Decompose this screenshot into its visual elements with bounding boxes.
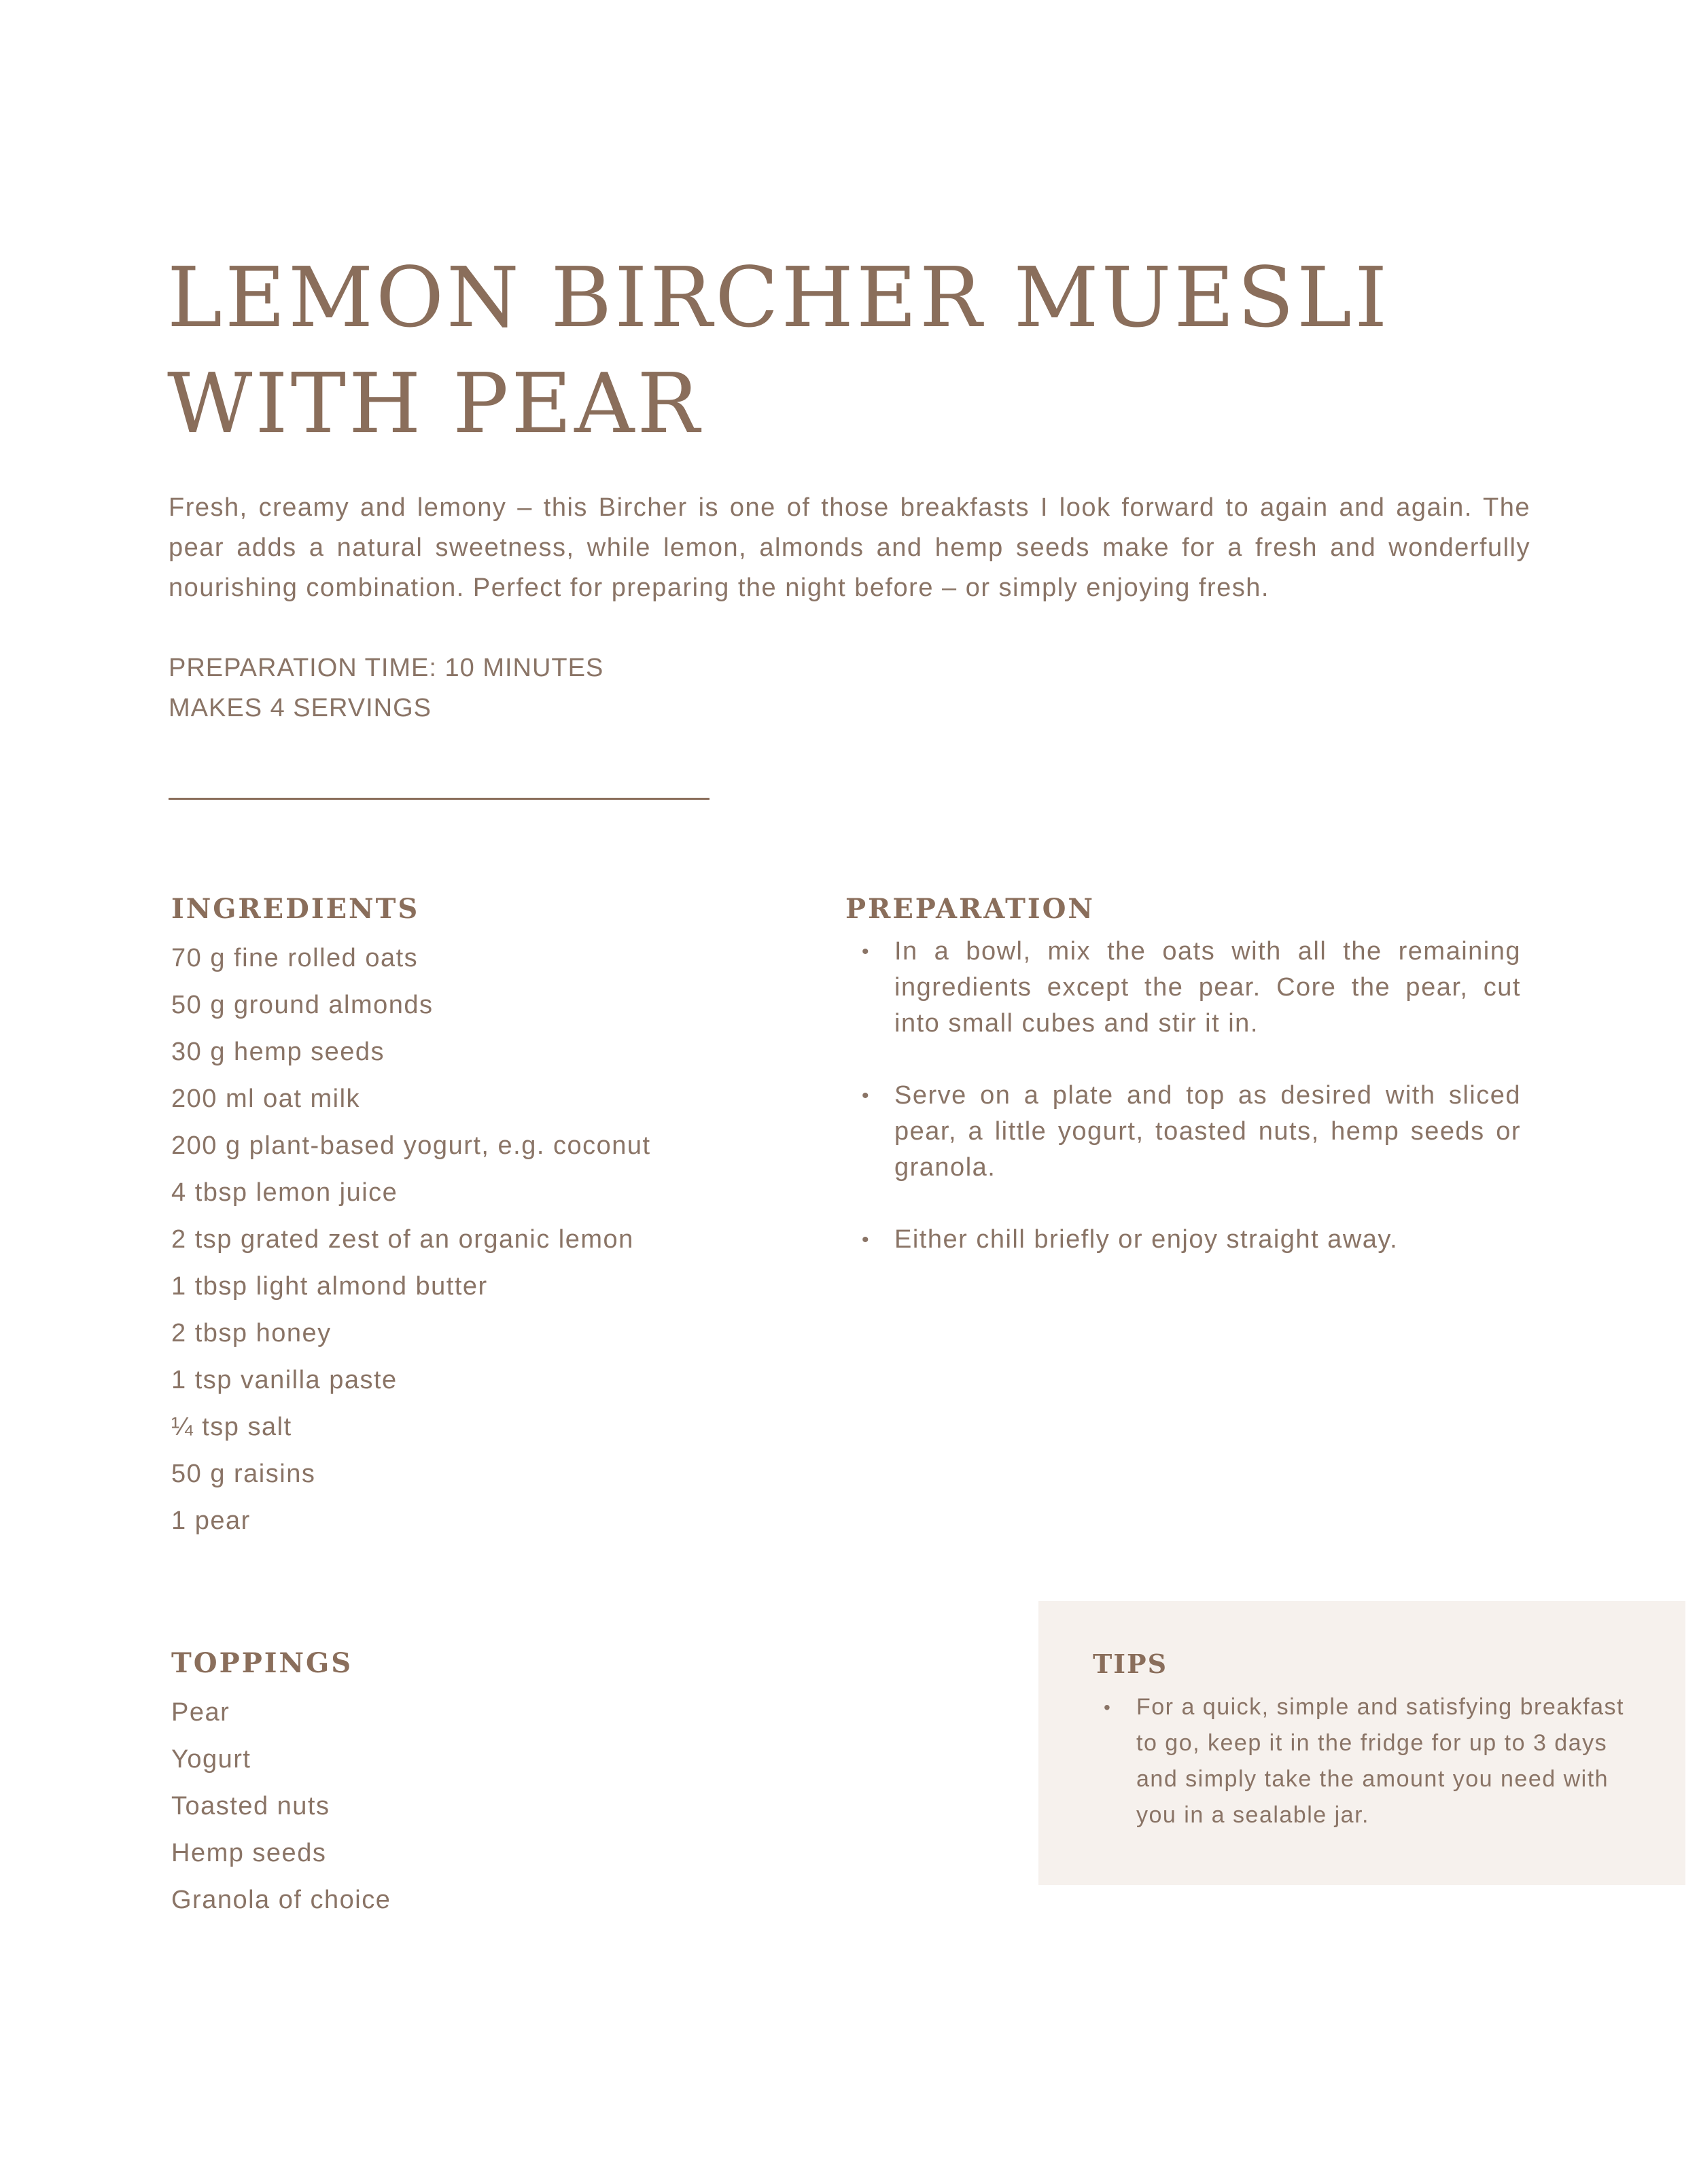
- tips-list: [1104, 1689, 1641, 1833]
- ingredients-list: [171, 935, 651, 1545]
- bullet-icon: •: [862, 1229, 871, 1251]
- preparation-heading: PREPARATION: [845, 893, 1095, 925]
- ingredient-item: 1 pear: [171, 1507, 251, 1535]
- ingredient-item: 2 tsp grated zest of an organic lemon: [171, 1225, 634, 1254]
- preparation-step: [862, 934, 1521, 1042]
- recipe-meta: [169, 648, 603, 728]
- recipe-intro: Fresh, creamy and lemony – this Bircher is one of those breakfasts I look forward to again and again. The pear adds a natural sweetness, while lemon, almonds and hemp seeds make for a fresh and wonderfully nourishing combination. Perfect for preparing the night before – or simply enjoying fresh.: [169, 493, 1530, 602]
- tip-item: [1104, 1689, 1641, 1833]
- recipe-title-line-1: LEMON BIRCHER MUESLI: [167, 249, 1390, 346]
- ingredient-item: 1 tbsp light almond butter: [171, 1272, 488, 1301]
- preparation-time: PREPARATION TIME: 10 MINUTES: [169, 654, 604, 682]
- bullet-icon: •: [862, 940, 871, 963]
- ingredient-item: 50 g ground almonds: [171, 991, 434, 1019]
- bullet-icon: •: [862, 1085, 871, 1107]
- topping-item: Pear: [171, 1698, 230, 1727]
- ingredient-item: 30 g hemp seeds: [171, 1038, 385, 1066]
- ingredient-item: 4 tbsp lemon juice: [171, 1178, 398, 1207]
- preparation-step: [862, 1078, 1521, 1186]
- preparation-step: [862, 1222, 1521, 1258]
- preparation-step-text: Serve on a plate and top as desired with sliced pear, a little yogurt, toasted nuts, hemp seeds or granola.: [894, 1081, 1521, 1182]
- servings: MAKES 4 SERVINGS: [169, 694, 432, 722]
- ingredients-heading: INGREDIENTS: [171, 893, 420, 925]
- tips-box: [1038, 1601, 1685, 1885]
- ingredient-item: 1 tsp vanilla paste: [171, 1366, 398, 1394]
- preparation-steps: [862, 934, 1521, 1294]
- bullet-icon: •: [1104, 1697, 1112, 1718]
- tips-heading: TIPS: [1093, 1649, 1168, 1679]
- topping-item: Toasted nuts: [171, 1792, 330, 1820]
- topping-item: Hemp seeds: [171, 1839, 327, 1867]
- topping-item: Yogurt: [171, 1745, 251, 1774]
- ingredient-item: 200 g plant-based yogurt, e.g. coconut: [171, 1131, 651, 1160]
- ingredient-item: 2 tbsp honey: [171, 1319, 332, 1348]
- ingredient-item: 200 ml oat milk: [171, 1085, 361, 1113]
- preparation-step-text: In a bowl, mix the oats with all the remaining ingredients except the pear. Core the pear, cut into small cubes and stir it in.: [894, 937, 1521, 1038]
- recipe-title-line-2: WITH PEAR: [167, 355, 703, 452]
- ingredient-item: ¼ tsp salt: [171, 1413, 292, 1441]
- tip-text: For a quick, simple and satisfying breakfast to go, keep it in the fridge for up to 3 days and simply take the amount you need with you in a sealable jar.: [1136, 1694, 1624, 1828]
- recipe-title: [167, 245, 1390, 457]
- divider-line: [169, 798, 710, 800]
- topping-item: Granola of choice: [171, 1886, 391, 1914]
- ingredient-item: 50 g raisins: [171, 1460, 316, 1488]
- ingredient-item: 70 g fine rolled oats: [171, 944, 419, 972]
- toppings-heading: TOPPINGS: [171, 1647, 353, 1679]
- preparation-step-text: Either chill briefly or enjoy straight away.: [894, 1225, 1399, 1254]
- toppings-list: [171, 1689, 391, 1924]
